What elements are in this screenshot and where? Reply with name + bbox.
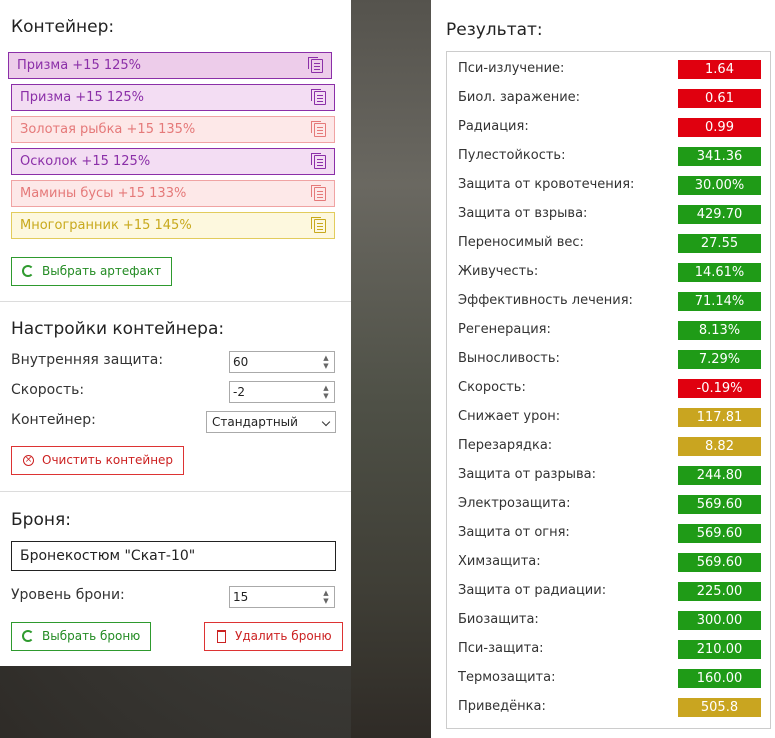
copy-icon[interactable] [314, 187, 326, 201]
artifact-item[interactable] [11, 84, 335, 111]
spinner-icon[interactable]: ▲ ▼ [323, 354, 329, 370]
left-panel [0, 0, 351, 666]
result-row [447, 374, 770, 403]
result-row [447, 664, 770, 693]
result-value-badge: -0.19% [678, 379, 761, 398]
result-value-badge: 0.61 [678, 89, 761, 108]
result-name: Защита от разрыва: [458, 467, 596, 482]
result-row [447, 200, 770, 229]
refresh-icon [22, 265, 34, 277]
result-name: Защита от огня: [458, 525, 570, 540]
result-name: Живучесть: [458, 264, 539, 279]
result-name: Скорость: [458, 380, 526, 395]
divider [0, 301, 351, 302]
result-row [447, 635, 770, 664]
inner-protection-value: 60 [233, 355, 249, 369]
result-row [447, 693, 770, 722]
result-row [447, 548, 770, 577]
result-value-badge: 244.80 [678, 466, 761, 485]
container-type-select[interactable] [206, 411, 336, 433]
select-artifact-button[interactable] [11, 257, 172, 286]
divider [0, 491, 351, 492]
result-value-badge: 30.00% [678, 176, 761, 195]
result-name: Пси-излучение: [458, 61, 565, 76]
result-value-badge: 7.29% [678, 350, 761, 369]
background-image [351, 0, 431, 738]
artifact-label: Золотая рыбка +15 135% [20, 122, 196, 137]
result-row [447, 519, 770, 548]
result-row [447, 113, 770, 142]
copy-icon[interactable] [314, 123, 326, 137]
armor-level-label: Уровень брони: [11, 587, 125, 603]
result-name: Регенерация: [458, 322, 551, 337]
result-value-badge: 569.60 [678, 524, 761, 543]
spinner-icon[interactable]: ▲ ▼ [323, 384, 329, 400]
artifact-item[interactable] [11, 180, 335, 207]
chevron-down-icon [322, 418, 330, 426]
trash-icon [217, 630, 226, 643]
result-name: Биозащита: [458, 612, 539, 627]
result-row [447, 287, 770, 316]
result-name: Приведёнка: [458, 699, 546, 714]
result-name: Защита от радиации: [458, 583, 607, 598]
result-title: Результат: [446, 20, 543, 40]
artifact-item[interactable] [11, 212, 335, 239]
result-value-badge: 505.8 [678, 698, 761, 717]
result-name: Химзащита: [458, 554, 541, 569]
result-row [447, 171, 770, 200]
result-value-badge: 429.70 [678, 205, 761, 224]
container-title: Контейнер: [11, 17, 115, 37]
artifact-label: Призма +15 125% [17, 58, 142, 73]
result-row [447, 490, 770, 519]
artifact-item[interactable] [8, 52, 332, 79]
artifact-item[interactable] [11, 116, 335, 143]
delete-armor-label: Удалить броню [235, 629, 332, 643]
result-value-badge: 341.36 [678, 147, 761, 166]
inner-protection-label: Внутренняя защита: [11, 352, 164, 368]
container-type-label: Контейнер: [11, 412, 96, 428]
result-value-badge: 569.60 [678, 495, 761, 514]
result-name: Эффективность лечения: [458, 293, 633, 308]
artifact-label: Осколок +15 125% [20, 154, 151, 169]
select-armor-label: Выбрать броню [42, 629, 141, 643]
armor-title: Броня: [11, 510, 71, 530]
result-row [447, 55, 770, 84]
result-row [447, 84, 770, 113]
copy-icon[interactable] [314, 219, 326, 233]
result-name: Термозащита: [458, 670, 556, 685]
artifact-label: Призма +15 125% [20, 90, 145, 105]
inner-protection-input[interactable] [229, 351, 335, 373]
artifact-label: Многогранник +15 145% [20, 218, 192, 233]
result-row [447, 403, 770, 432]
result-value-badge: 117.81 [678, 408, 761, 427]
result-name: Защита от кровотечения: [458, 177, 635, 192]
delete-armor-button[interactable] [204, 622, 343, 651]
copy-icon[interactable] [314, 91, 326, 105]
result-value-badge: 8.13% [678, 321, 761, 340]
result-name: Пси-защита: [458, 641, 544, 656]
result-row [447, 577, 770, 606]
speed-label: Скорость: [11, 382, 85, 398]
settings-title: Настройки контейнера: [11, 319, 225, 339]
armor-name-value: Бронекостюм "Скат-10" [20, 548, 196, 564]
result-row [447, 461, 770, 490]
clear-container-label: Очистить контейнер [42, 453, 174, 467]
result-value-badge: 569.60 [678, 553, 761, 572]
armor-level-value: 15 [233, 590, 249, 604]
artifact-label: Мамины бусы +15 133% [20, 186, 187, 201]
result-value-badge: 0.99 [678, 118, 761, 137]
armor-name-field[interactable] [11, 541, 336, 571]
result-row [447, 345, 770, 374]
result-name: Перезарядка: [458, 438, 553, 453]
result-name: Электрозащита: [458, 496, 571, 511]
result-value-badge: 27.55 [678, 234, 761, 253]
container-type-value: Стандартный [212, 415, 298, 429]
result-row [447, 229, 770, 258]
result-value-badge: 1.64 [678, 60, 761, 79]
result-name: Пулестойкость: [458, 148, 566, 163]
result-row [447, 432, 770, 461]
result-name: Снижает урон: [458, 409, 561, 424]
result-row [447, 316, 770, 345]
copy-icon[interactable] [311, 59, 323, 73]
result-table [446, 51, 771, 729]
result-name: Выносливость: [458, 351, 560, 366]
close-circle-icon: × [24, 455, 33, 465]
result-value-badge: 300.00 [678, 611, 761, 630]
result-row [447, 606, 770, 635]
result-name: Защита от взрыва: [458, 206, 588, 221]
clear-container-button[interactable] [11, 446, 184, 475]
result-value-badge: 71.14% [678, 292, 761, 311]
refresh-icon [22, 630, 34, 642]
artifact-item[interactable] [11, 148, 335, 175]
result-value-badge: 225.00 [678, 582, 761, 601]
spinner-icon[interactable]: ▲ ▼ [323, 589, 329, 605]
result-value-badge: 14.61% [678, 263, 761, 282]
speed-value: -2 [233, 385, 245, 399]
result-value-badge: 8.82 [678, 437, 761, 456]
result-row [447, 142, 770, 171]
select-artifact-label: Выбрать артефакт [42, 264, 162, 278]
result-name: Биол. заражение: [458, 90, 581, 105]
copy-icon[interactable] [314, 155, 326, 169]
result-value-badge: 160.00 [678, 669, 761, 688]
speed-input[interactable] [229, 381, 335, 403]
result-name: Переносимый вес: [458, 235, 584, 250]
result-row [447, 258, 770, 287]
result-name: Радиация: [458, 119, 529, 134]
result-value-badge: 210.00 [678, 640, 761, 659]
armor-level-input[interactable] [229, 586, 335, 608]
select-armor-button[interactable] [11, 622, 151, 651]
